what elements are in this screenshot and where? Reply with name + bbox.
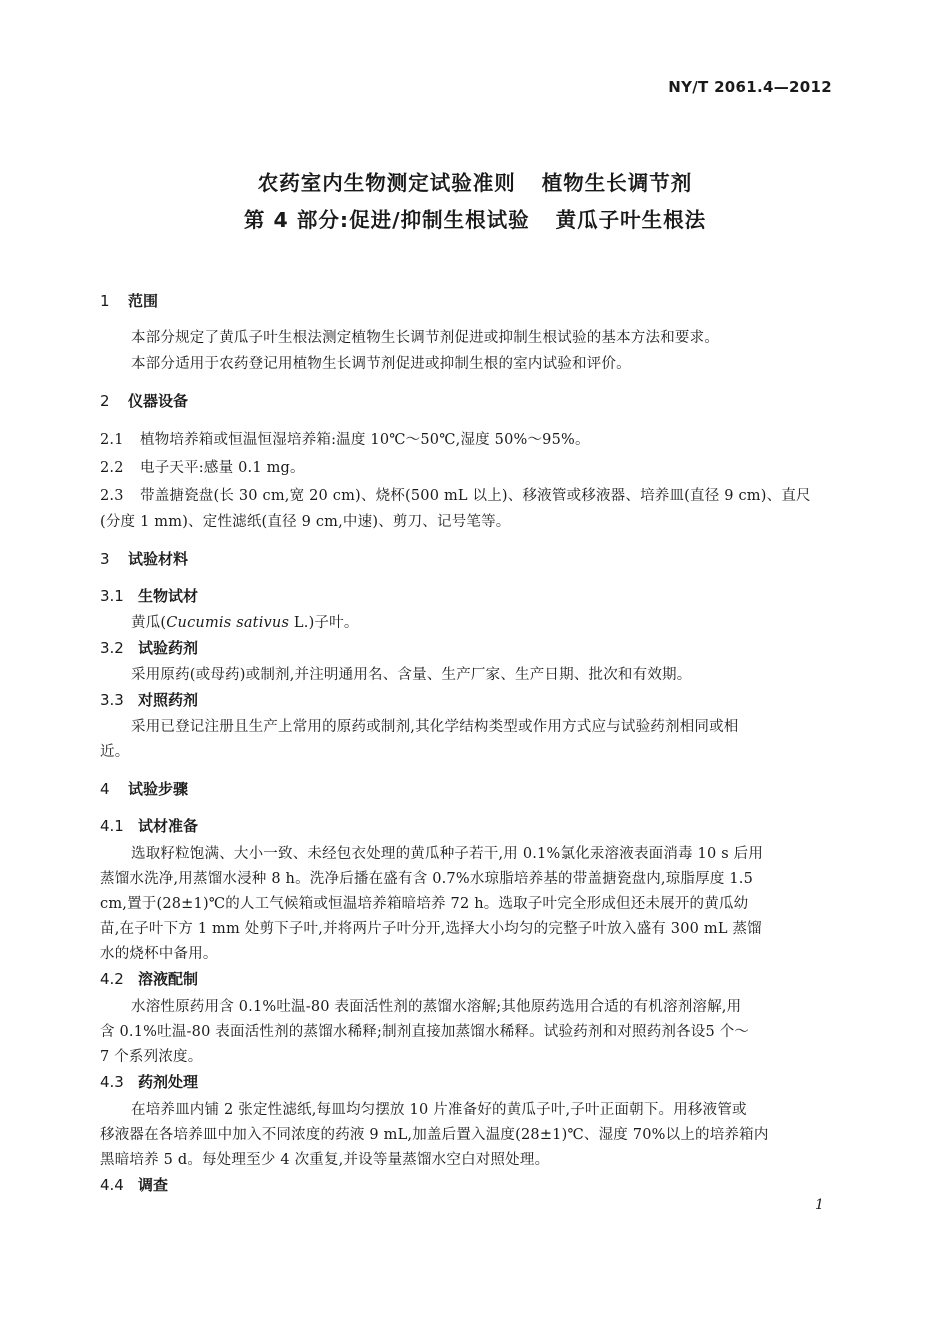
document-title-line2 [0,203,950,233]
subsection-label: 调查 [138,1176,169,1194]
subsection-number: 4.2 [100,970,124,988]
clause-text: 带盖搪瓷盘(长 30 cm,宽 20 cm)、烧杯(500 mL 以上)、移液管或移液器、培养皿(直径 9 cm)、直尺 [140,488,811,504]
paragraph: 采用已登记注册且生产上常用的原药或制剂,其化学结构类型或作用方式应与试验药剂相同或相 [131,719,739,735]
paragraph: 黑暗培养 5 d。每处理至少 4 次重复,并设等量蒸馏水空白对照处理。 [100,1152,550,1168]
subsection-label: 药剂处理 [138,1073,199,1091]
paragraph: 水的烧杯中备用。 [100,946,218,962]
subsection-number: 4.1 [100,817,124,835]
title-part-a: 农药室内生物测定试验准则 [257,171,516,195]
section-4-heading [100,778,188,799]
section-label: 试验步骤 [128,780,189,798]
subsection-4-2-heading [100,968,198,989]
standard-number: NY/T 2061.4—2012 [668,78,832,96]
section-label: 仪器设备 [128,392,189,410]
subsection-number: 3.1 [100,587,124,605]
section-number: 1 [100,292,110,310]
section-number: 2 [100,392,110,410]
paragraph: 在培养皿内铺 2 张定性滤纸,每皿均匀摆放 10 片准备好的黄瓜子叶,子叶正面朝下。用移液管或 [131,1102,747,1118]
section-label: 试验材料 [128,550,189,568]
species-name: Cucumis sativus [166,615,290,631]
subsection-4-3-heading [100,1071,198,1092]
page-number: 1 [815,1197,824,1213]
subsection-4-1-heading [100,815,198,836]
title-part-d: 黄瓜子叶生根法 [555,208,707,232]
paragraph: 苗,在子叶下方 1 mm 处剪下子叶,并将两片子叶分开,选择大小均匀的完整子叶放入盛有 300 mL 蒸馏 [100,921,762,937]
clause-2-3 [100,484,811,505]
subsection-number: 4.3 [100,1073,124,1091]
subsection-label: 试材准备 [138,817,199,835]
text-run: L.)子叶。 [289,615,359,631]
section-2-heading [100,390,188,411]
section-3-heading [100,548,188,569]
paragraph: 含 0.1%吐温-80 表面活性剂的蒸馏水稀释;制剂直接加蒸馏水稀释。试验药剂和对照药剂各设5 个～ [100,1024,750,1040]
title-part-b: 植物生长调节剂 [541,171,693,195]
paragraph: 蒸馏水洗净,用蒸馏水浸种 8 h。洗净后播在盛有含 0.7%水琼脂培养基的带盖搪瓷盘内,琼脂厚度 1.5 [100,871,754,887]
clause-2-2 [100,456,305,477]
clause-text: 植物培养箱或恒温恒湿培养箱:温度 10℃～50℃,湿度 50%～95%。 [140,432,590,448]
clause-number: 2.3 [100,488,124,504]
text-run: 黄瓜( [131,615,167,631]
section-1-heading [100,290,158,311]
subsection-label: 生物试材 [138,587,199,605]
subsection-number: 4.4 [100,1176,124,1194]
paragraph [131,611,359,632]
paragraph: 本部分适用于农药登记用植物生长调节剂促进或抑制生根的室内试验和评价。 [131,356,631,372]
clause-2-1 [100,428,590,449]
clause-text: 电子天平:感量 0.1 mg。 [140,460,305,476]
clause-number: 2.2 [100,460,124,476]
section-label: 范围 [128,292,159,310]
paragraph: 移液器在各培养皿中加入不同浓度的药液 9 mL,加盖后置入温度(28±1)℃、湿度 70%以上的培养箱内 [100,1127,769,1143]
title-part-c: 第 4 部分:促进/抑制生根试验 [243,208,530,232]
paragraph: 选取籽粒饱满、大小一致、未经包衣处理的黄瓜种子若干,用 0.1%氯化汞溶液表面消毒 10 s 后用 [131,846,764,862]
paragraph: 7 个系列浓度。 [100,1049,203,1065]
clause-number: 2.1 [100,432,124,448]
paragraph: 本部分规定了黄瓜子叶生根法测定植物生长调节剂促进或抑制生根试验的基本方法和要求。 [131,330,719,346]
subsection-label: 试验药剂 [138,639,199,657]
section-number: 4 [100,780,110,798]
paragraph: 水溶性原药用含 0.1%吐温-80 表面活性剂的蒸馏水溶解;其他原药选用合适的有机溶剂溶解,用 [131,999,742,1015]
subsection-label: 溶液配制 [138,970,199,988]
subsection-label: 对照药剂 [138,691,199,709]
paragraph: 采用原药(或母药)或制剂,并注明通用名、含量、生产厂家、生产日期、批次和有效期。 [131,667,692,683]
paragraph: 近。 [100,744,130,760]
subsection-number: 3.2 [100,639,124,657]
subsection-number: 3.3 [100,691,124,709]
paragraph: cm,置于(28±1)℃的人工气候箱或恒温培养箱暗培养 72 h。选取子叶完全形成但还未展开的黄瓜幼 [100,896,749,912]
subsection-3-2-heading [100,637,198,658]
section-number: 3 [100,550,110,568]
subsection-4-4-heading [100,1174,168,1195]
subsection-3-1-heading [100,585,198,606]
subsection-3-3-heading [100,689,198,710]
document-title-line1 [0,166,950,196]
paragraph: (分度 1 mm)、定性滤纸(直径 9 cm,中速)、剪刀、记号笔等。 [100,514,511,530]
